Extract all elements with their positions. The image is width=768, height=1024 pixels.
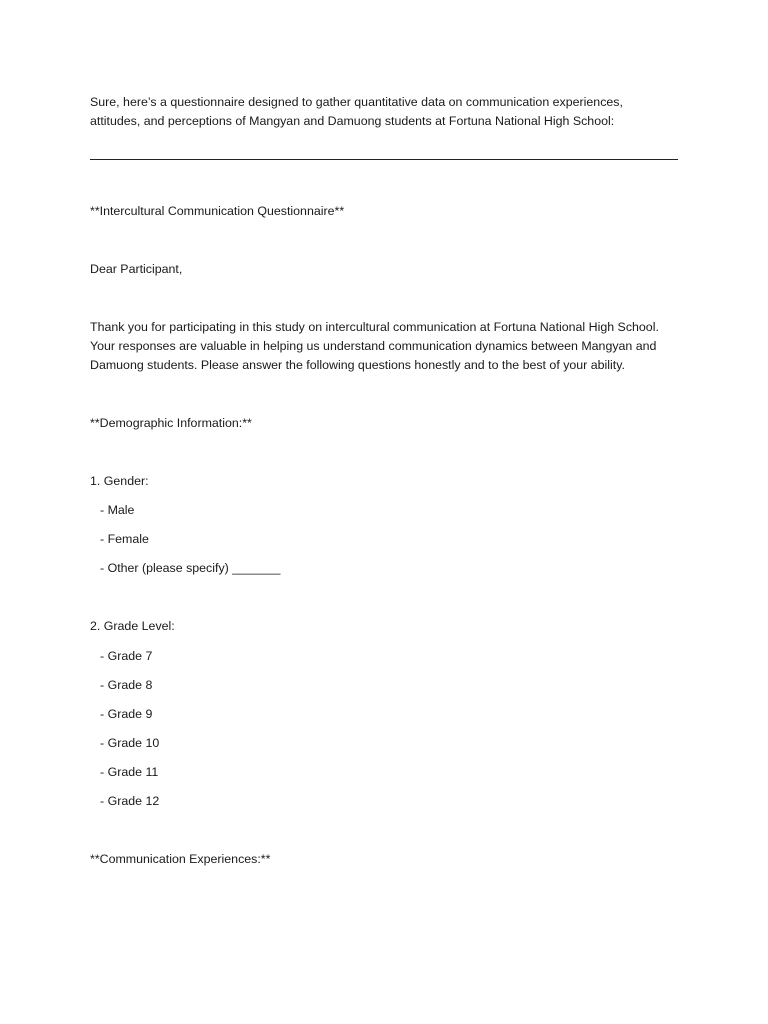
intro-line-2: attitudes, and perceptions of Mangyan and Damuong students at Fortuna National High School: <box>90 114 615 128</box>
gender-option-other: - Other (please specify) _______ <box>100 561 281 575</box>
grade-option-10: - Grade 10 <box>100 736 160 750</box>
grade-option-11: - Grade 11 <box>100 765 159 779</box>
grade-option-7: - Grade 7 <box>100 649 153 663</box>
demographic-heading: **Demographic Information:** <box>90 416 252 430</box>
questionnaire-title: **Intercultural Communication Questionnaire** <box>90 204 345 218</box>
question-gender-label: 1. Gender: <box>90 474 149 488</box>
gender-option-female: - Female <box>100 532 149 546</box>
body-line-2: Your responses are valuable in helping us understand communication dynamics between Mangyan and <box>90 339 657 353</box>
intro-line-1: Sure, here’s a questionnaire designed to gather quantitative data on communication experiences, <box>90 95 623 109</box>
grade-option-8: - Grade 8 <box>100 678 153 692</box>
salutation: Dear Participant, <box>90 262 183 276</box>
body-line-1: Thank you for participating in this study on intercultural communication at Fortuna National High School. <box>90 320 659 334</box>
grade-option-9: - Grade 9 <box>100 707 153 721</box>
grade-option-12: - Grade 12 <box>100 794 160 808</box>
horizontal-rule <box>90 159 678 160</box>
body-line-3: Damuong students. Please answer the following questions honestly and to the best of your ability. <box>90 358 625 372</box>
question-grade-label: 2. Grade Level: <box>90 619 175 633</box>
gender-option-male: - Male <box>100 503 135 517</box>
communication-heading: **Communication Experiences:** <box>90 852 271 866</box>
